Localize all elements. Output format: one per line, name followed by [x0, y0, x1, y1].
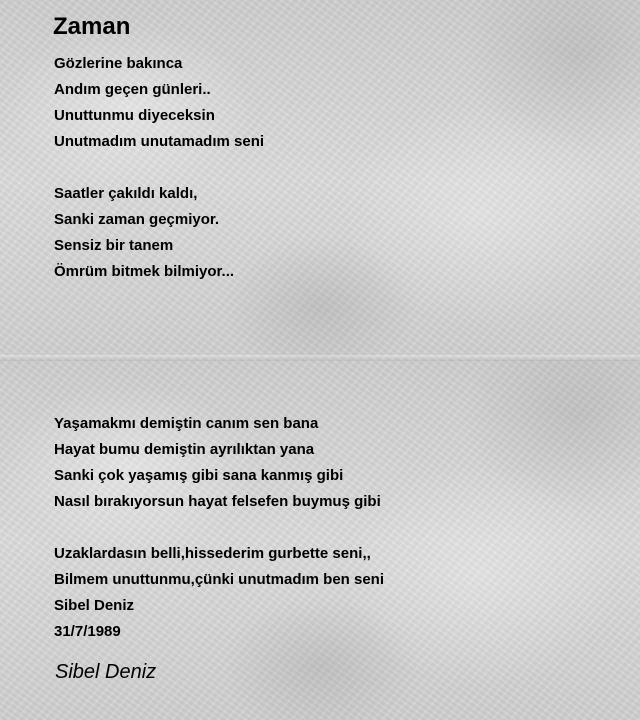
poem-line: Unutmadım unutamadım seni [54, 133, 265, 150]
poem-line: Bilmem unuttunmu,çünki unutmadım ben seni [54, 571, 385, 588]
poem-author: Sibel Deniz [55, 661, 157, 683]
poem-line: Nasıl bırakıyorsun hayat felsefen buymuş gibi [54, 493, 381, 510]
poem-line: Unuttunmu diyeceksin [54, 107, 215, 124]
poem-line: Uzaklardasın belli,hissederim gurbette seni,, [54, 545, 371, 562]
poem-title: Zaman [53, 13, 131, 40]
poem-line: Andım geçen günleri.. [54, 81, 211, 98]
poem-line: Hayat bumu demiştin ayrılıktan yana [54, 441, 315, 458]
poem-line: Saatler çakıldı kaldı, [54, 185, 198, 202]
poem-line: Sibel Deniz [54, 597, 135, 614]
poem-line: 31/7/1989 [54, 623, 121, 640]
poem-line: Ömrüm bitmek bilmiyor... [54, 263, 235, 280]
stanza-4 [54, 541, 384, 645]
poem-line: Sanki çok yaşamış gibi sana kanmış gibi [54, 467, 344, 484]
poem-line: Yaşamakmı demiştin canım sen bana [54, 415, 319, 432]
poem-line: Sensiz bir tanem [54, 237, 174, 254]
stanza-1 [54, 51, 264, 155]
poem-line: Gözlerine bakınca [54, 55, 183, 72]
stanza-2 [54, 181, 234, 285]
stanza-3 [54, 411, 381, 515]
poem-line: Sanki zaman geçmiyor. [54, 211, 220, 228]
